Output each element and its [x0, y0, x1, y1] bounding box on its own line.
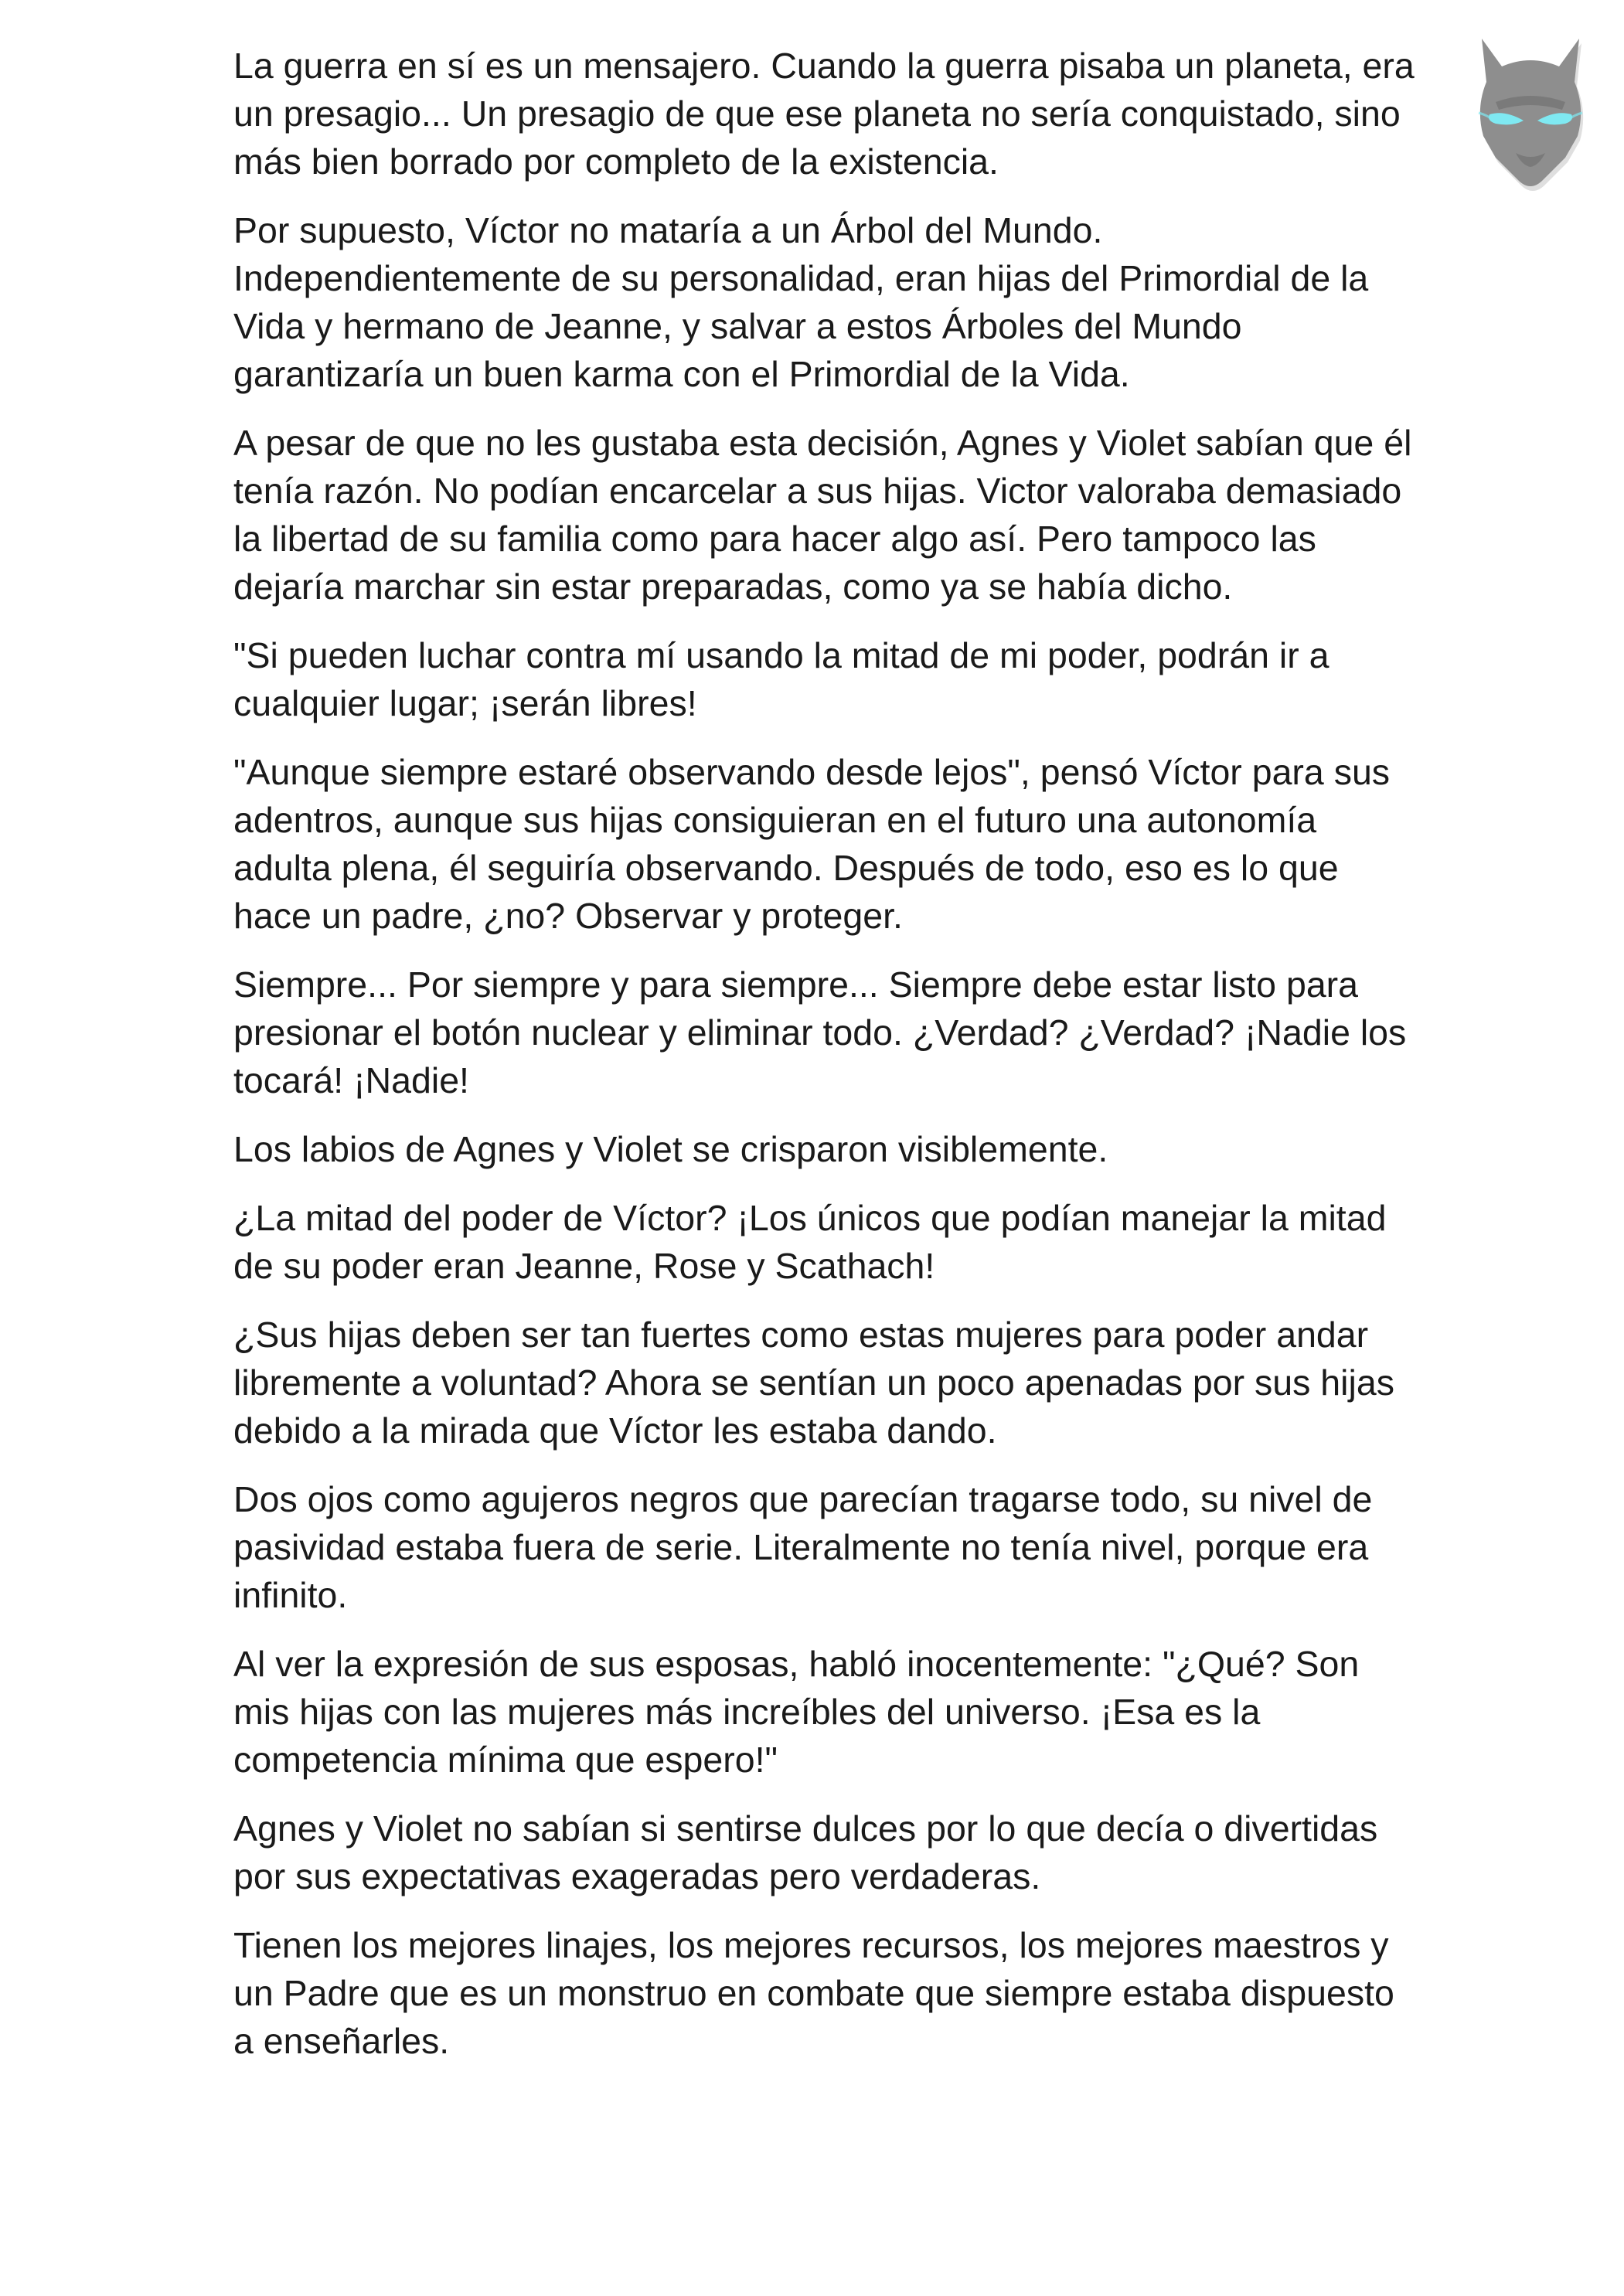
body-text: [233, 42, 1424, 2086]
paragraph: La guerra en sí es un mensajero. Cuando la guerra pisaba un planeta, era un presagio... Un presagio de que ese planeta no sería conquistado, sino más bien borrado por completo de la existencia.: [233, 46, 1415, 182]
demon-head-logo-icon: [1472, 28, 1588, 198]
paragraph: Los labios de Agnes y Violet se crisparon visiblemente.: [233, 1129, 1108, 1169]
paragraph: Tienen los mejores linajes, los mejores recursos, los mejores maestros y un Padre que es un monstruo en combate que siempre estaba dispuesto a enseñarles.: [233, 1925, 1394, 2061]
paragraph: Siempre... Por siempre y para siempre... Siempre debe estar listo para presionar el botón nuclear y eliminar todo. ¿Verdad? ¿Verdad? ¡Nadie los tocará! ¡Nadie!: [233, 964, 1407, 1100]
paragraph: ¿La mitad del poder de Víctor? ¡Los únicos que podían manejar la mitad de su poder eran Jeanne, Rose y Scathach!: [233, 1198, 1387, 1286]
paragraph: Al ver la expresión de sus esposas, habló inocentemente: "¿Qué? Son mis hijas con las mujeres más increíbles del universo. ¡Esa es la competencia mínima que espero!": [233, 1644, 1360, 1780]
paragraph: "Si pueden luchar contra mí usando la mitad de mi poder, podrán ir a cualquier lugar; ¡serán libres!: [233, 635, 1330, 723]
paragraph: Por supuesto, Víctor no mataría a un Árbol del Mundo. Independientemente de su personalidad, eran hijas del Primordial de la Vida y hermano de Jeanne, y salvar a estos Árboles del Mundo garantizaría un buen karma con el Primordial de la Vida.: [233, 210, 1369, 394]
paragraph: "Aunque siempre estaré observando desde lejos", pensó Víctor para sus adentros, aunque sus hijas consiguieran en el futuro una autonomía adulta plena, él seguiría observando. Después de todo, eso es lo que hace un padre, ¿no? Observar y proteger.: [233, 752, 1391, 936]
paragraph: ¿Sus hijas deben ser tan fuertes como estas mujeres para poder andar libremente a voluntad? Ahora se sentían un poco apenadas por sus hijas debido a la mirada que Víctor les estaba dando.: [233, 1315, 1394, 1451]
paragraph: Dos ojos como agujeros negros que parecían tragarse todo, su nivel de pasividad estaba fuera de serie. Literalmente no tenía nivel, porque era infinito.: [233, 1479, 1373, 1615]
paragraph: Agnes y Violet no sabían si sentirse dulces por lo que decía o divertidas por sus expectativas exageradas pero verdaderas.: [233, 1808, 1378, 1896]
paragraph: A pesar de que no les gustaba esta decisión, Agnes y Violet sabían que él tenía razón. No podían encarcelar a sus hijas. Victor valoraba demasiado la libertad de su familia como para hacer algo así. Pero tampoco las dejaría marchar sin estar preparadas, como ya se había dicho.: [233, 423, 1412, 607]
